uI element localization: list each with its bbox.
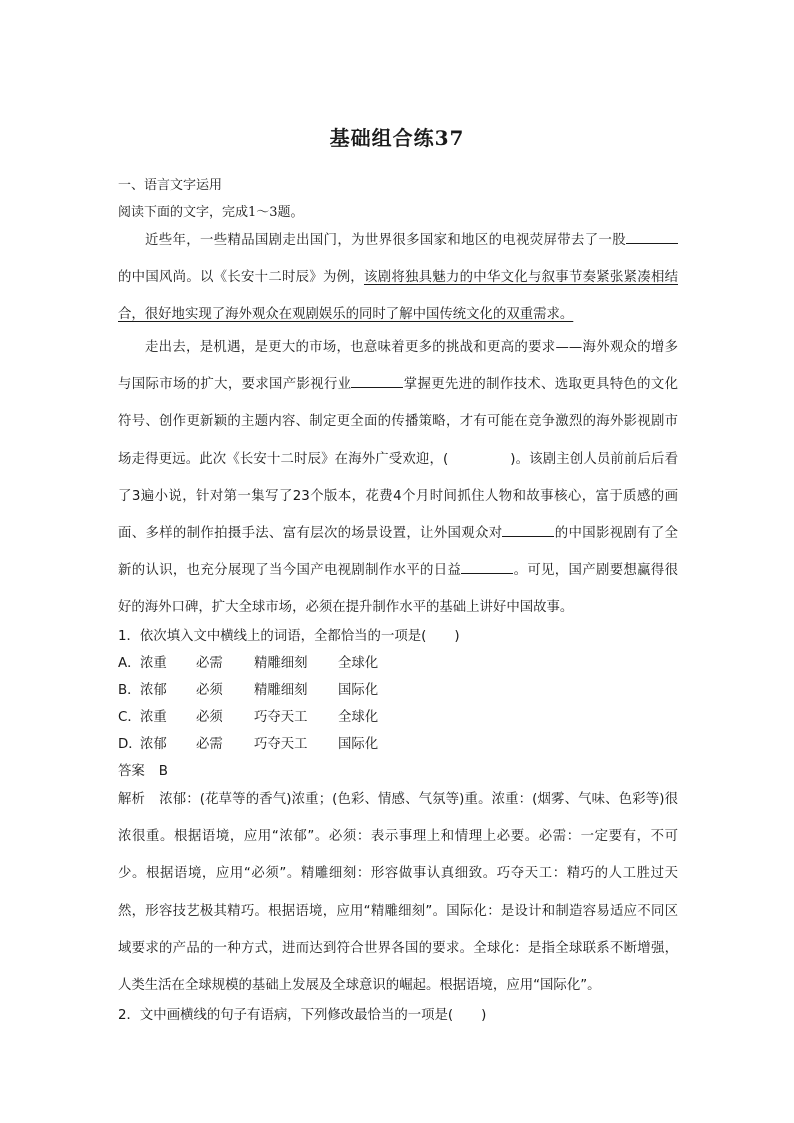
option-word-3: 巧夺天工 [254,737,308,752]
answer-value: B [158,764,168,779]
option-letter: A． [118,656,141,671]
option-letter: C． [118,710,141,725]
fill-blank-3 [502,524,554,537]
option-c [118,706,378,725]
answer-label: 答案 [118,764,145,779]
analysis-text: 浓郁：(花草等的香气)浓重；(色彩、情感、气氛等)重。浓重：(烟雾、气味、色彩等)很浓很重。根据语境，应用“浓郁”。必须：表示事理上和情理上必要。必需：一定要有，不可少。根据语境，应用“必须”。精雕细刻：形容做事认真细致。巧夺天工：精巧的人工胜过天然，形容技艺极其精巧。根据语境，应用“精雕细刻”。国际化：是设计和制造容易适应不同区域要求的产品的一种方式，进而达到符合世界各国的要求。全球化：是指全球联系不断增强，人类生活在全球规模的基础上发展及全球意识的崛起。根据语境，应用“国际化”。 [118,792,679,994]
question-1-stem [118,625,460,644]
passage2-text-3: )。该剧主创人员前前后后看了3遍小说，针对第一集写了23个版本，花费4个月时间抓住人物和故事核心，富于质感的画面、多样的制作拍摄手法、富有层次的场景设置，让外国观众对 [118,451,678,542]
fill-blank-4 [461,561,513,574]
passage1-text-2: 的中国风尚。以《长安十二时辰》为例， [118,270,364,286]
option-word-2: 必需 [196,656,223,671]
option-word-1: 浓重 [140,656,167,671]
fill-blank-2 [351,375,403,388]
passage2-text-1: 走出去，是机遇，是更大的市场，也意味着更多的挑战和更高的要求——海外观众的增多与国际市场的扩大，要求国产影视行业 [118,340,678,393]
option-word-4: 全球化 [338,710,379,725]
option-word-2: 必需 [196,737,223,752]
option-word-4: 全球化 [338,656,379,671]
option-letter: B． [118,683,141,698]
passage-paragraph-2 [118,329,678,627]
option-word-2: 必须 [196,683,223,698]
option-d [118,733,378,752]
passage2-text-2: 掌握更先进的制作技术、选取更具特色的文化符号、创作更新颖的主题内容、制定更全面的传播策略，才有可能在竞争激烈的海外影视剧市场走得更远。此次《长安十二时辰》在海外广受欢迎，( [118,377,678,467]
option-a [118,652,378,671]
option-word-1: 浓郁 [140,737,167,752]
question-2-stem [118,1004,486,1023]
option-word-3: 精雕细刻 [254,683,308,698]
option-word-1: 浓重 [140,710,167,725]
passage-paragraph-1 [118,222,678,334]
question-1-text: 1．依次填入文中横线上的词语，全都恰当的一项是( [118,629,427,644]
analysis-label: 解析 [118,792,146,807]
option-b [118,679,378,698]
section-heading: 一、语言文字运用 [118,178,223,193]
passage2-text-5: 。可见，国产剧要想赢得很好的海外口碑，扩大全球市场，必须在提升制作水平的基础上讲好中国故事。 [118,563,679,616]
option-word-3: 精雕细刻 [254,656,308,671]
option-word-3: 巧夺天工 [254,710,308,725]
fill-blank-1 [626,231,678,244]
passage1-text-1: 近些年，一些精品国剧走出国门，为世界很多国家和地区的电视荧屏带去了一股 [145,233,626,248]
question-2-close: ) [481,1008,487,1023]
analysis-paragraph [118,781,678,1004]
page-title: 基础组合练37 [329,126,465,150]
instruction-text: 阅读下面的文字，完成1～3题。 [118,205,304,220]
question-2-text: 2．文中画横线的句子有语病，下列修改最恰当的一项是( [118,1008,454,1023]
passage2-text-4: 的中国影视剧有了全新的认识，也充分展现了当今国产电视剧制作水平的日益 [118,526,679,579]
option-word-1: 浓郁 [140,683,167,698]
question-1-close: ) [454,629,460,644]
option-word-4: 国际化 [338,683,379,698]
underlined-sentence: 该剧将独具魅力的中华文化与叙事节奏紧张紧凑相结合，很好地实现了海外观众在观剧娱乐的同时了解中国传统文化的双重需求。 [118,270,679,323]
option-word-2: 必须 [196,710,223,725]
option-letter: D． [118,737,142,752]
answer-line [118,760,168,779]
option-word-4: 国际化 [338,737,379,752]
